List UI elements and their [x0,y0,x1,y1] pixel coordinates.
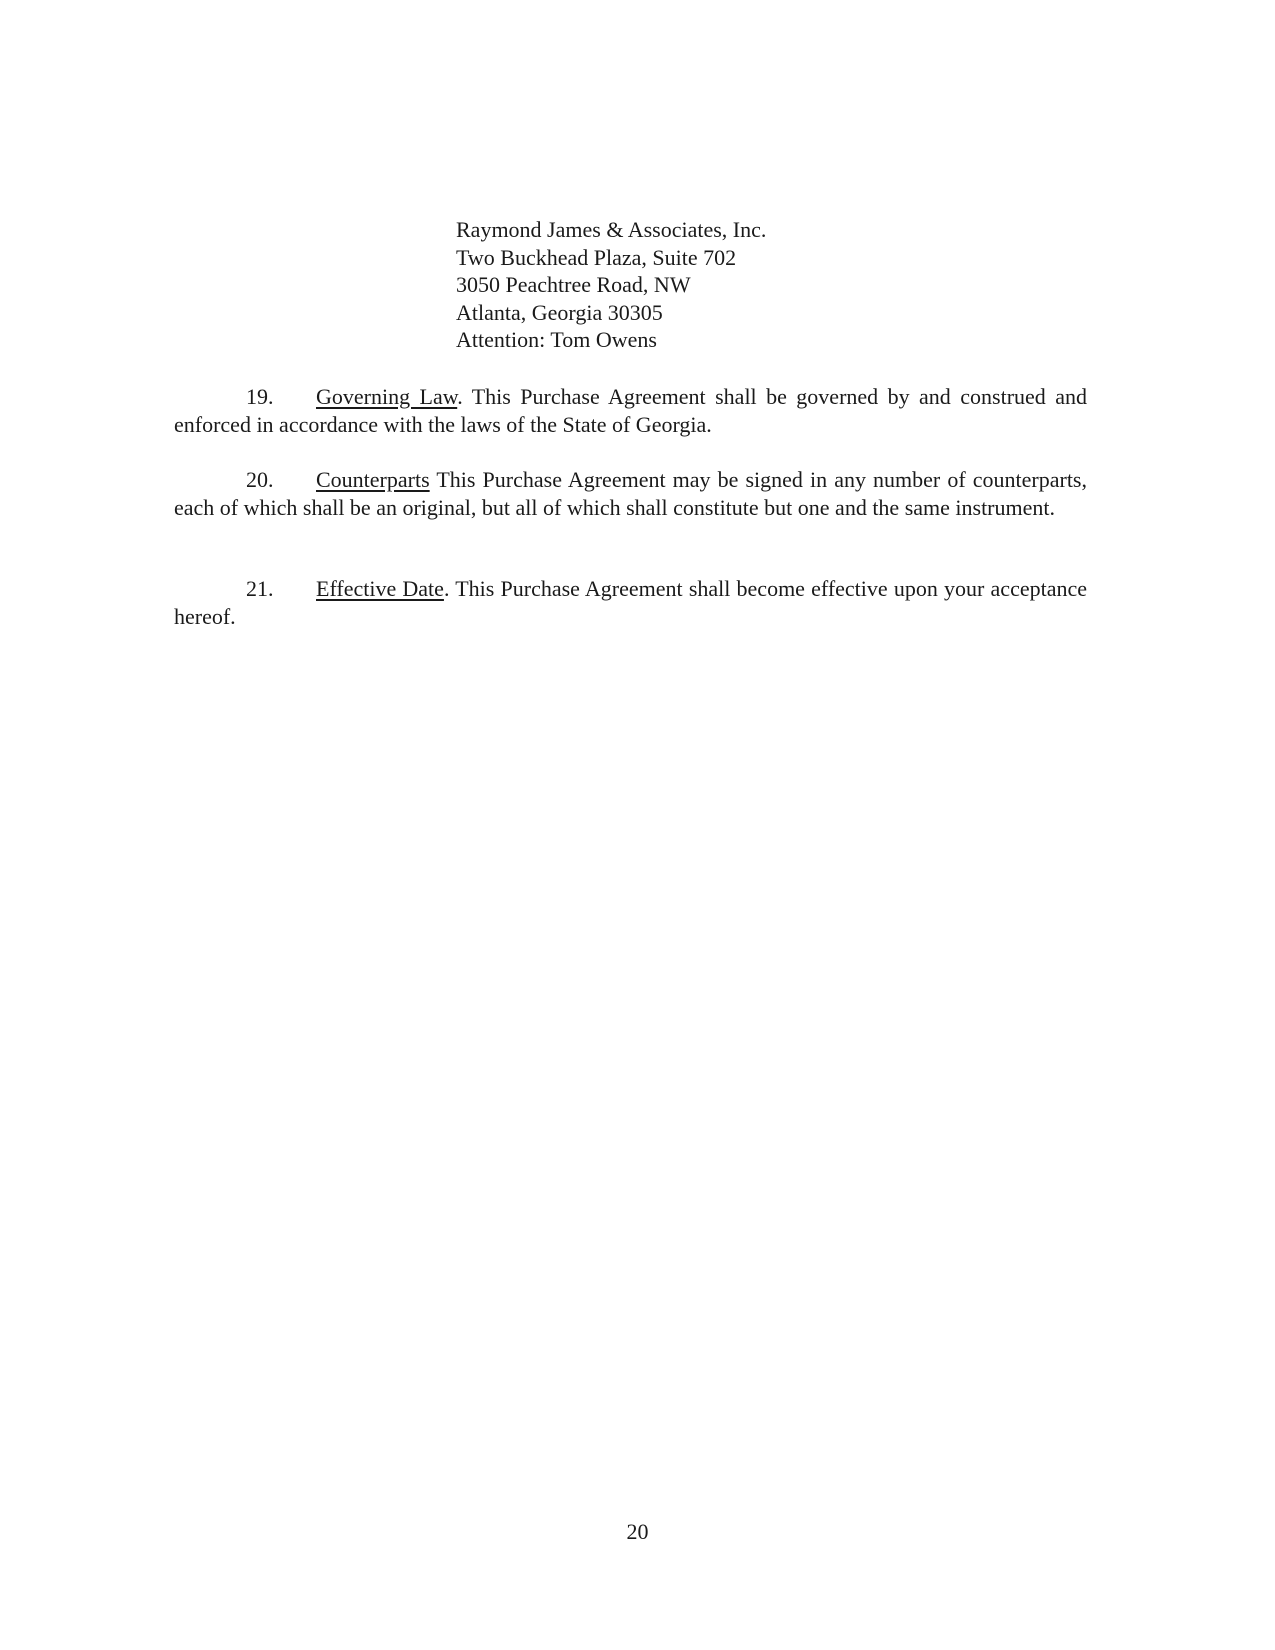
section-heading-punct: . [443,576,450,601]
section-text: This Purchase Agreement may be signed in any number of counterparts, each of which shall be an original, but all of which shall constitute but one and the same instrument. [174,467,1087,520]
section-number: 21. [246,576,274,601]
address-line-attention: Attention: Tom Owens [456,327,657,352]
address-line-street: 3050 Peachtree Road, NW [456,272,691,297]
section-heading: Counterparts [316,467,430,492]
page-number: 20 [626,1519,649,1544]
section-number: 19. [246,384,274,409]
address-line-company: Raymond James & Associates, Inc. [456,217,767,242]
address-line-city: Atlanta, Georgia 30305 [456,299,663,325]
section-heading-punct: . [457,384,463,409]
notice-address-block [456,216,1056,354]
section-heading: Governing Law [316,384,458,409]
section-heading: Effective Date [316,576,444,601]
section-effective-date [174,575,1087,630]
section-number: 20. [246,467,274,492]
section-text: This Purchase Agreement shall be governed by and construed and enforced in accordance with the laws of the State of Georgia. [174,384,1087,437]
section-text: This Purchase Agreement shall become effective upon your acceptance hereof. [174,576,1088,629]
section-governing-law [174,383,1087,438]
section-counterparts [174,466,1087,521]
address-line-building: Two Buckhead Plaza, Suite 702 [456,244,737,270]
